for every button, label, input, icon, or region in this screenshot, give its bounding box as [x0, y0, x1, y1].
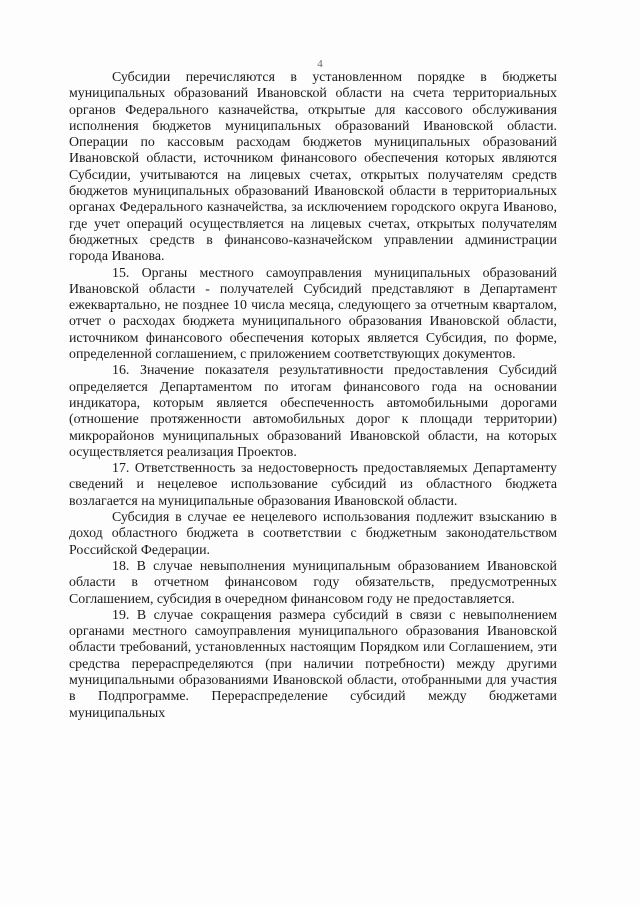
paragraph-misuse-recovery: Субсидия в случае ее нецелевого использования подлежит взысканию в доход областного бюджета в соответствии с бюджетным законодательством Российской Федерации.: [69, 510, 557, 558]
paragraph-16-performance-indicator: 16. Значение показателя результативности предоставления Субсидий определяется Департаментом по итогам финансового года на основании индикатора, которым является обеспеченность автомобильными дорогами (отношение протяженности автомобильных дорог к площади территории) микрорайонов муниципальных образований Ивановской области, на которых осуществляется реализация Проектов.: [69, 363, 557, 460]
paragraph-17-responsibility: 17. Ответственность за недостоверность предоставляемых Департаменту сведений и нецелевое использование субсидий из областного бюджета возлагается на муниципальные образования Ивановской области.: [69, 461, 557, 509]
document-body: [69, 70, 557, 722]
page-number: 4: [317, 58, 323, 70]
paragraph-19-redistribution: 19. В случае сокращения размера субсидий в связи с невыполнением органами местного самоуправления муниципального образования Ивановской области требований, установленных настоящим Порядком или Соглашением, эти средства перераспределяются (при наличии потребности) между другими муниципальными образованиями Ивановской области, отобранными для участия в Подпрограмме. Перераспределение субсидий между бюджетами муниципальных: [69, 607, 557, 721]
paragraph-18-non-fulfillment: 18. В случае невыполнения муниципальным образованием Ивановской области в отчетном финансовом году обязательств, предусмотренных Соглашением, субсидия в очередном финансовом году не предоставляется.: [69, 558, 557, 607]
paragraph-15-reporting: 15. Органы местного самоуправления муниципальных образований Ивановской области - получателей Субсидий представляют в Департамент ежеквартально, не позднее 10 числа месяца, следующего за отчетным кварталом, отчет о расходах бюджета муниципального образования Ивановской области, источником финансового обеспечения которых является Субсидия, по форме, определенной соглашением, с приложением соответствующих документов.: [69, 265, 557, 363]
paragraph-subsidy-transfer: Субсидии перечисляются в установленном порядке в бюджеты муниципальных образований Ивановской области на счета территориальных органов Федерального казначейства, открытые для кассового обслуживания исполнения бюджетов муниципальных образований Ивановской области. Операции по кассовым расходам бюджетов муниципальных образований Ивановской области, источником финансового обеспечения которых являются Субсидии, учитываются на лицевых счетах, открытых получателям средств бюджетов муниципальных образований Ивановской области в территориальных органах Федерального казначейства, за исключением городского округа Иваново, где учет операций осуществляется на лицевых счетах, открытых получателям бюджетных средств в финансово-казначейском управлении администрации города Иванова.: [69, 70, 557, 265]
